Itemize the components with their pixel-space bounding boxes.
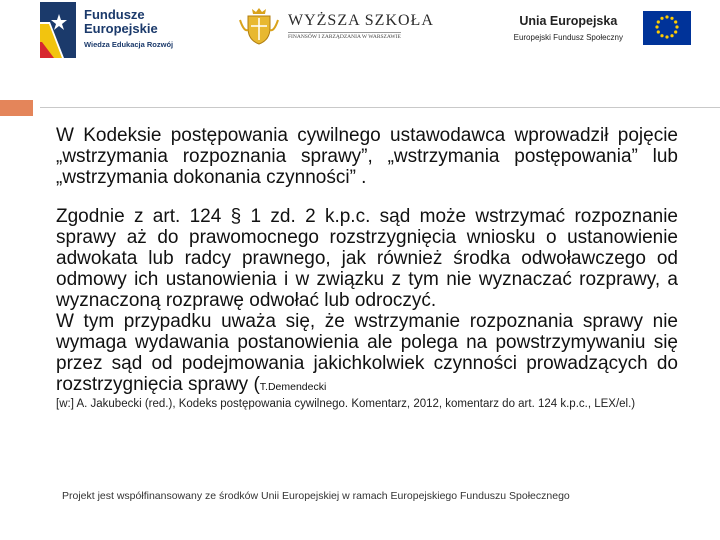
school-logo (238, 6, 438, 46)
citation-source: [w:] A. Jakubecki (red.), Kodeks postępowania cywilnego. Komentarz, 2012, komentarz do art. 124 k.p.c., LEX/el.) (56, 398, 636, 410)
eu-subtitle: Europejski Fundusz Społeczny (513, 33, 623, 42)
funding-footer: Projekt jest współfinansowany ze środków Unii Europejskiej w ramach Europejskiego Funduszu Społecznego (62, 490, 570, 502)
eu-logo (505, 6, 695, 52)
eu-flag-icon (643, 11, 691, 45)
fe-text (84, 8, 173, 49)
fe-line1: Fundusze (84, 7, 145, 22)
logo-bar (0, 0, 720, 70)
fundusze-europejskie-logo (40, 2, 185, 60)
fe-line2: Europejskie (84, 21, 158, 36)
eu-text (514, 14, 623, 42)
school-name: WYŻSZA SZKOŁA (288, 12, 434, 29)
school-subtitle: FINANSÓW I ZARZĄDZANIA W WARSZAWIE (288, 34, 401, 40)
header-divider (40, 107, 720, 108)
fe-line3: Wiedza Edukacja Rozwój (84, 40, 174, 49)
paragraph-interpretation-text: W tym przypadku uważa się, że wstrzymanie rozpoznania sprawy nie wymaga wydawania postanowienia ale polega na powstrzymywaniu się przez sąd od podejmowania jakichkolwiek czynności prowadzących do rozstrzygnięcia sprawy ( (56, 311, 678, 395)
eu-title: Unia Europejska (519, 14, 618, 28)
accent-block (0, 100, 33, 116)
slide-content (56, 125, 678, 411)
citation-author: T.Demendecki (259, 381, 327, 393)
paragraph-definition: W Kodeksie postępowania cywilnego ustawodawca wprowadził pojęcie „wstrzymania rozpoznania sprawy”, „wstrzymania postępowania” lub „wstrzymania dokonania czynności” . (56, 125, 678, 188)
paragraph-article-124: Zgodnie z art. 124 § 1 zd. 2 k.p.c. sąd może wstrzymać rozpoznanie sprawy aż do prawomocnego rozstrzygnięcia wniosku o ustanowienie adwokata lub radcy prawnego, jak również środka odwoławczego od odmowy ich ustanowienia i w związku z tym nie wyznaczać rozprawy, a wyznaczoną rozprawę odwołać lub odroczyć. (56, 206, 678, 311)
paragraph-interpretation (56, 311, 678, 398)
fe-star-icon (40, 2, 76, 58)
school-crest-icon (238, 6, 280, 46)
